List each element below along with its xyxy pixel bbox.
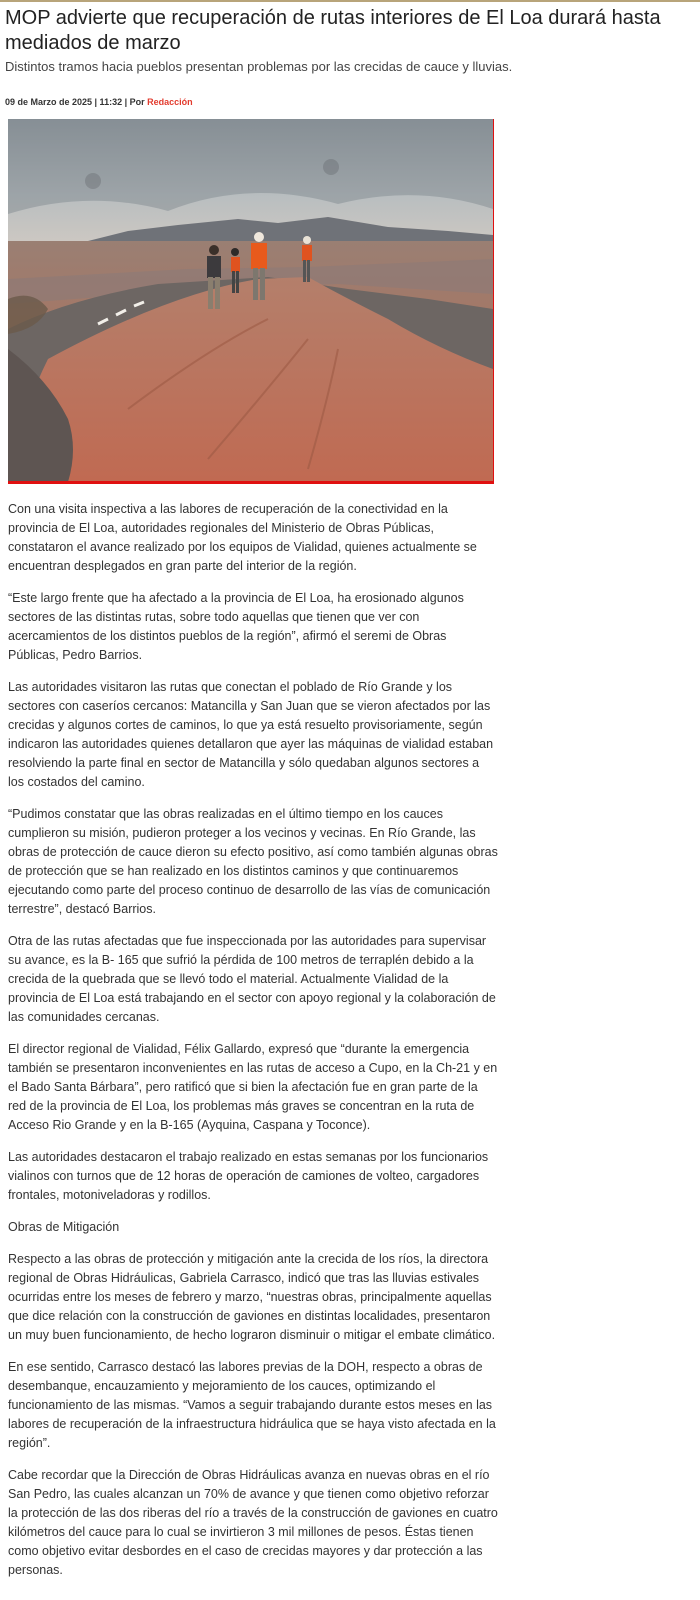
article-paragraph: Cabe recordar que la Dirección de Obras Hidráulicas avanza en nuevas obras en el río San Pedro, las cuales alcanzan un 70% de avance y que tienen como objetivo reforzar la protección de las dos riberas del río a través de la construcción de gaviones en cuatro kilómetros del cauce para lo cual se invirtieron 3 mil millones de pesos. Éstas tienen como objetivo evitar desbordes en el caso de crecidas mayores y dar protección a las personas.	[8, 1468, 498, 1577]
article-paragraph: En ese sentido, Carrasco destacó las labores previas de la DOH, respecto a obras de desembanque, encauzamiento y mejoramiento de los cauces, optimizando el funcionamiento de las mismas. “Vamos a seguir trabajando durante estos meses en las labores de recuperación de la infraestructura hidráulica que se haya visto afectada en la región”.	[8, 1360, 496, 1450]
photo-accent-line	[8, 481, 494, 484]
article-paragraph: El director regional de Vialidad, Félix Gallardo, expresó que “durante la emergencia también se presentaron inconvenientes en las rutas de acceso a Cupo, en la Ch-21 y en el Bado Santa Bárbara”, pero ratificó que si bien la afectación fue en gran parte de la red de la provincia de El Loa, los problemas más graves se concentran en la ruta de Acceso Rio Grande y en la B-165 (Ayquina, Caspana y Toconce).	[8, 1042, 498, 1132]
article-paragraph: “Este largo frente que ha afectado a la provincia de El Loa, ha erosionado algunos sectores de las distintas rutas, sobre todo aquellas que tienen que ver con acercamientos de los distintos pueblos de la región”, afirmó el seremi de Obras Públicas, Pedro Barrios.	[8, 591, 464, 662]
article-paragraph: Las autoridades visitaron las rutas que conectan el poblado de Río Grande y los sectores con caseríos cercanos: Matancilla y San Juan que se vieron afectados por las crecidas y algunos cortes de caminos, lo que ya está resuelto provisoriamente, según indicaron las autoridades quienes detallaron que ayer las máquinas de vialidad estaban resolviendo la parte final en sector de Matancilla y sólo quedaban algunos sectores a los costados del camino.	[8, 680, 494, 789]
article-paragraph: Las autoridades destacaron el trabajo realizado en estas semanas por los funcionarios vialinos con turnos que de 12 horas de operación de camiones de volteo, cargadores frontales, motoniveladoras y rodillos.	[8, 1150, 489, 1202]
article-paragraph: Otra de las rutas afectadas que fue inspeccionada por las autoridades para supervisar su avance, es la B- 165 que sufrió la pérdida de 100 metros de terraplén debido a la crecida de la quebrada que se llevó todo el material. Actualmente Vialidad de la provincia de El Loa está trabajando en el sector con apoyo regional y la colaboración de las comunidades cercanas.	[8, 934, 496, 1024]
article-byline	[5, 96, 193, 108]
article-photo	[8, 119, 494, 482]
article-paragraph: Respecto a las obras de protección y mitigación ante la crecida de los ríos, la directora regional de Obras Hidráulicas, Gabriela Carrasco, indicó que tras las lluvias estivales ocurridas entre los meses de febrero y marzo, “nuestras obras, principalmente aquellas que dice relación con la construcción de gaviones en distintas localidades, presentaron un muy buen funcionamiento, de hecho lograron disminuir o mitigar el embate climático.	[8, 1252, 496, 1342]
article-title: MOP advierte que recuperación de rutas interiores de El Loa durará hasta mediados de marzo	[5, 7, 661, 54]
author-link[interactable]: Redacción	[147, 97, 193, 107]
article-paragraph: “Pudimos constatar que las obras realizadas en el último tiempo en los cauces cumplieron su misión, pudieron proteger a los vecinos y vecinas. En Río Grande, las obras de protección de cauce dieron su efecto positivo, así como también algunas obras de protección que se han realizado en los distintos caminos y que continuaremos ejecutando como parte del proceso continuo de desarrollo de las vías de comunicación terrestre”, destacó Barrios.	[8, 807, 498, 916]
top-divider	[0, 0, 700, 2]
article-paragraph: Con una visita inspectiva a las labores de recuperación de la conectividad en la provincia de El Loa, autoridades regionales del Ministerio de Obras Públicas, constataron el avance realizado por los equipos de Vialidad, quienes actualmente se encuentran desplegados en gran parte del interior de la región.	[8, 502, 477, 573]
article-body	[8, 500, 498, 1593]
article-subtitle: Distintos tramos hacia pueblos presentan problemas por las crecidas de cauce y lluvias.	[5, 59, 513, 74]
article-date: 09 de Marzo de 2025 | 11:32 | Por	[5, 97, 148, 107]
section-heading: Obras de Mitigación	[8, 1220, 120, 1234]
